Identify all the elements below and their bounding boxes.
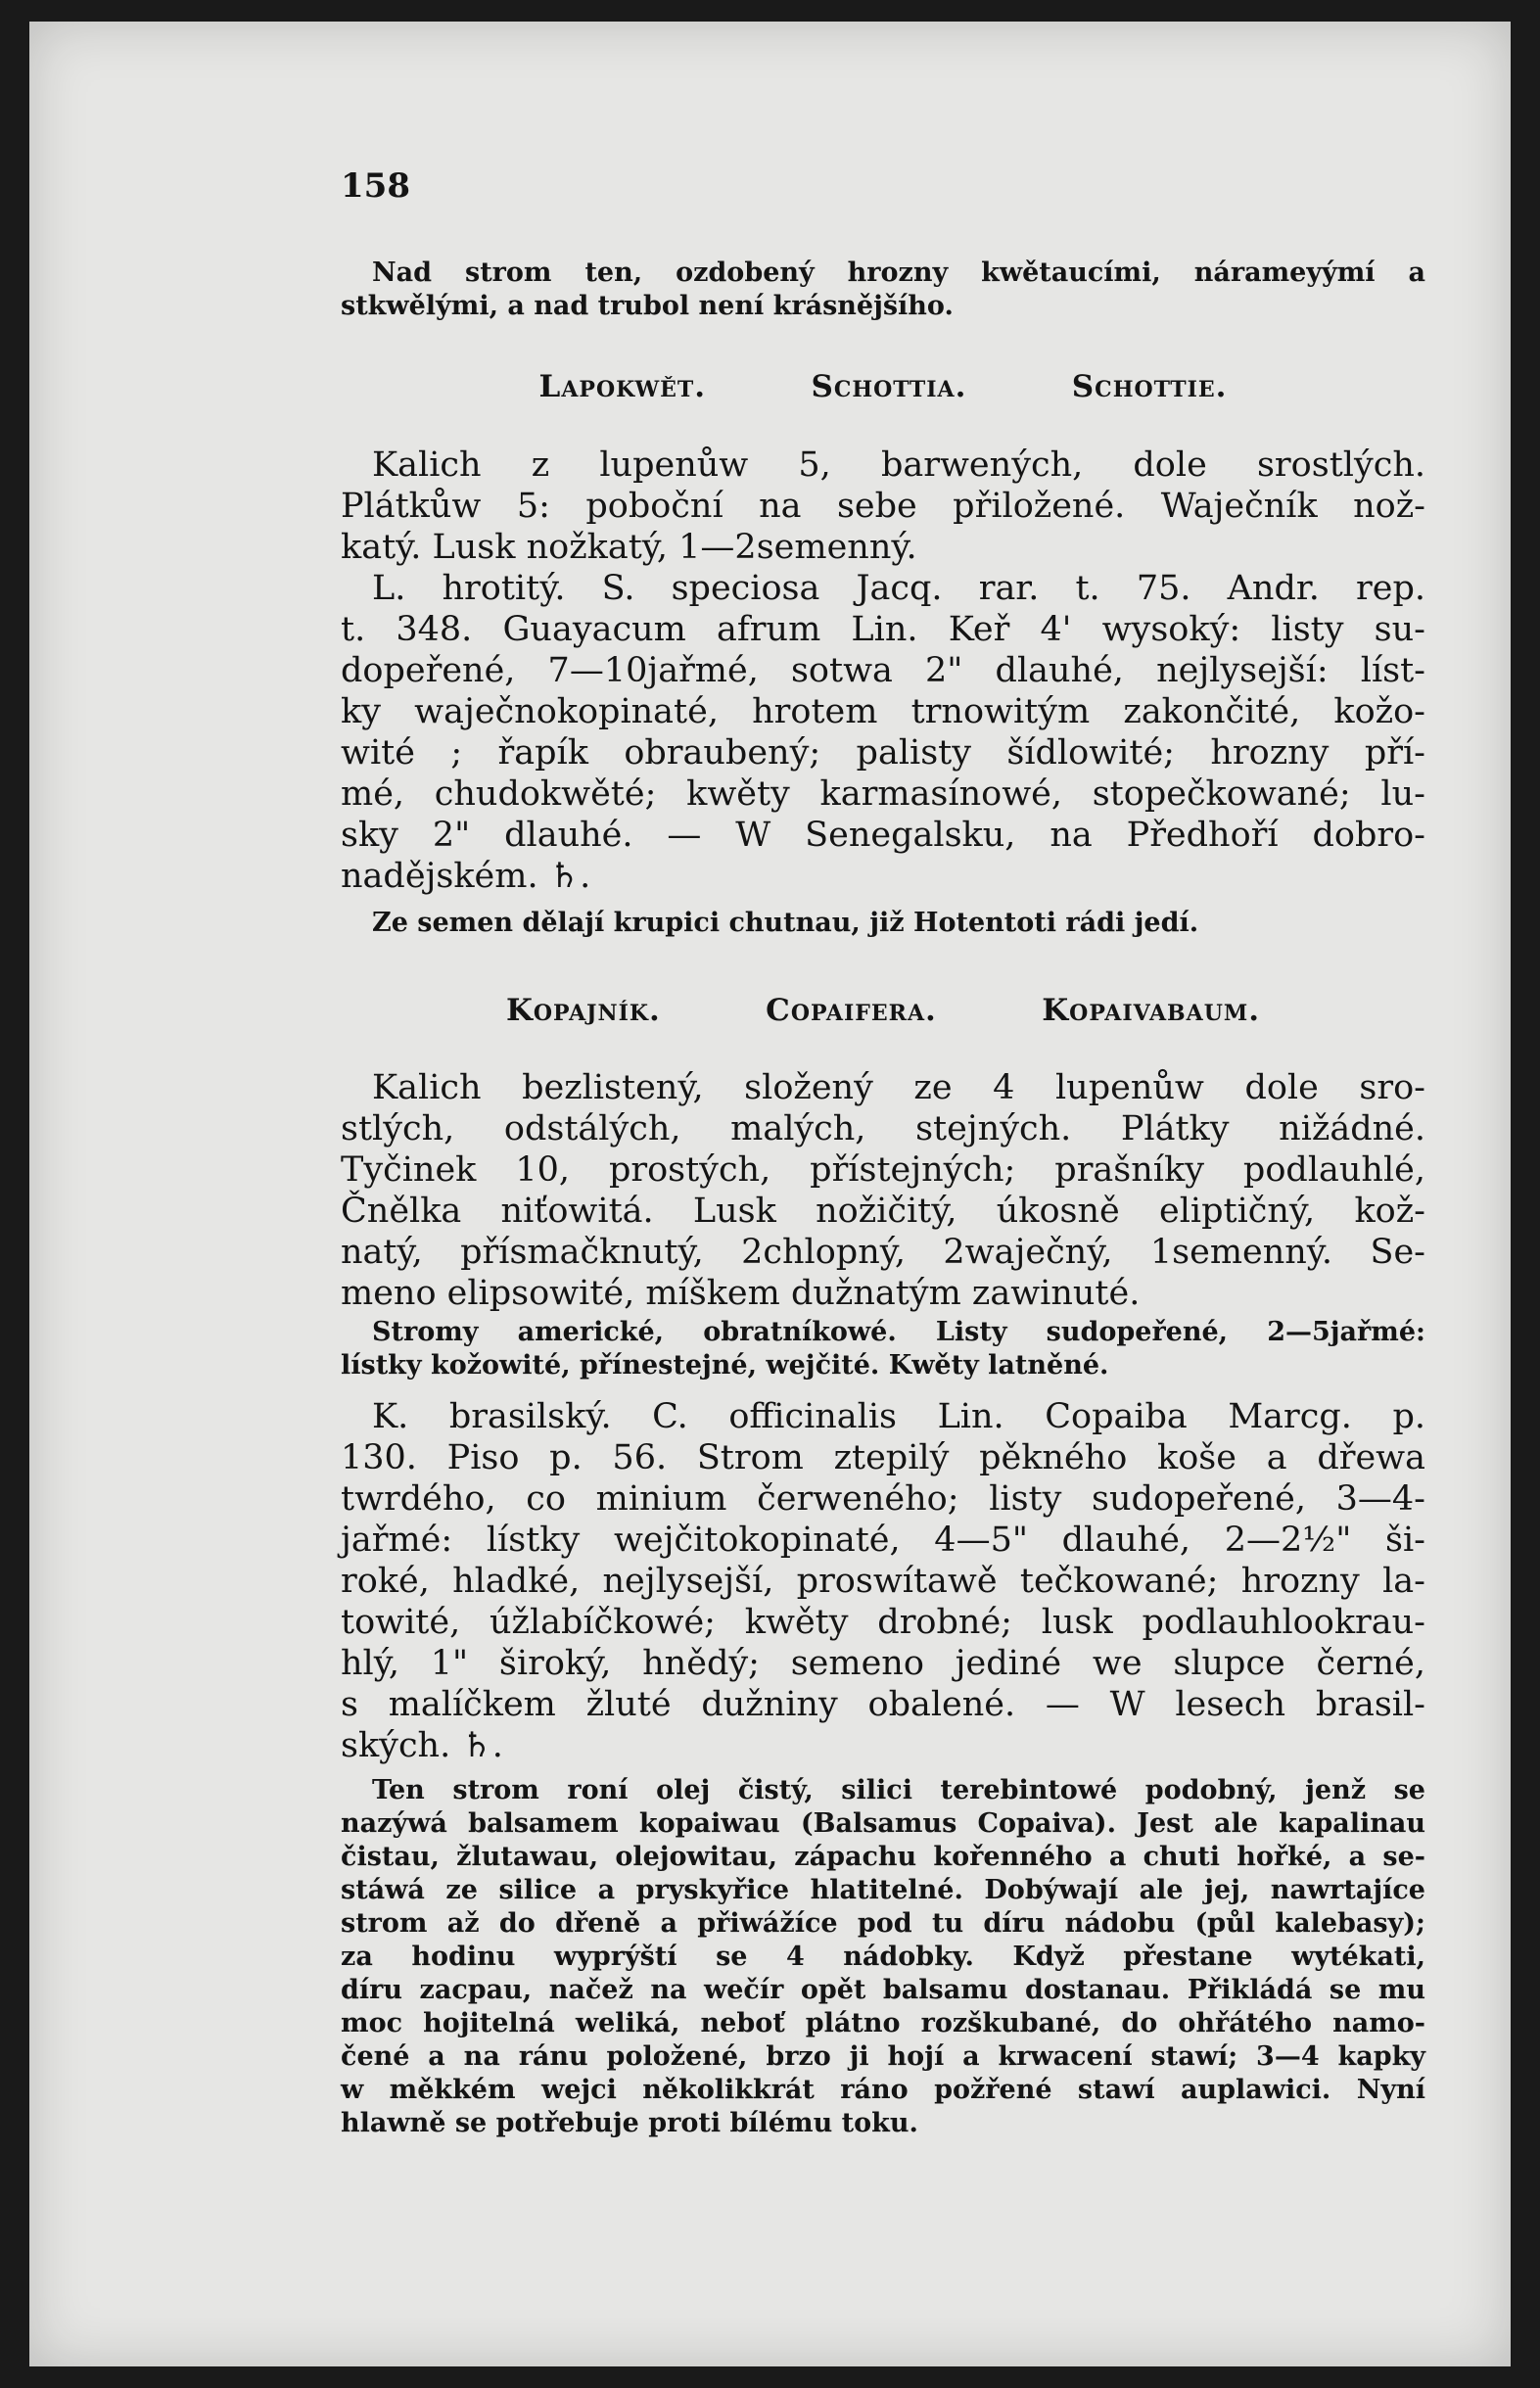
text-line: ských. ♄.: [341, 1726, 503, 1765]
copaifera-species-description: [341, 1396, 1425, 1766]
note-line: Ze semen dělají krupici chutnau, již Hotentoti rádi jedí.: [372, 908, 1199, 938]
intro-line: Nad strom ten, ozdobený hrozny kwětaucími, nárameyýmí a: [372, 258, 1425, 288]
text-line: jařmé: lístky wejčitokopinaté, 4—5" dlauhé, 2—2½" ši-: [341, 1521, 1425, 1560]
note-line: čené a na ránu položené, brzo ji hojí a krwacení stawí; 3—4 kapky: [341, 2041, 1425, 2072]
note-line: čistau, žlutawau, olejowitau, zápachu kořenného a chuti hořké, a se-: [341, 1842, 1425, 1872]
schottia-note: [341, 907, 1425, 940]
text-line: towité, úžlabíčkowé; kwěty drobné; lusk podlauhlookrau-: [341, 1603, 1425, 1642]
text-line: meno elipsowité, míškem dužnatým zawinuté.: [341, 1274, 1141, 1313]
text-line: Tyčinek 10, prostých, přístejných; prašníky podlauhlé,: [341, 1150, 1425, 1190]
note-line: moc hojitelná weliká, neboť plátno rozškubané, do ohřátého namo-: [341, 2008, 1425, 2038]
text-line: hlý, 1" široký, hnědý; semeno jediné we slupce černé,: [341, 1644, 1425, 1683]
note-line: w měkkém wejci několikkrát ráno požřené stawí auplawici. Nyní: [341, 2075, 1425, 2105]
note-line: Stromy americké, obratníkowé. Listy sudopeřené, 2—5jařmé:: [372, 1317, 1425, 1347]
note-line: lístky kožowité, přínestejné, wejčité. Kwěty latněné.: [341, 1350, 1109, 1381]
note-line: za hodinu wyprýští se 4 nádobky. Když přestane wytékati,: [341, 1942, 1425, 1972]
book-page: [29, 22, 1511, 2366]
copaifera-genus-note: [341, 1316, 1425, 1382]
text-line: nadějském. ♄.: [341, 857, 591, 896]
text-line: ky waječnokopinaté, hrotem trnowitým zakončité, kožo-: [341, 692, 1425, 731]
text-line: 130. Piso p. 56. Strom ztepilý pěkného koše a dřewa: [341, 1438, 1425, 1477]
text-line: dopeřené, 7—10jařmé, sotwa 2" dlauhé, nejlysejší: líst-: [341, 651, 1425, 690]
schottia-description: [341, 445, 1425, 897]
text-line: Kalich z lupenůw 5, barwených, dole srostlých.: [372, 445, 1425, 485]
note-line: hlawně se potřebuje proti bílému toku.: [341, 2108, 918, 2138]
note-line: Ten strom roní olej čistý, silici terebintowé podobný, jenž se: [372, 1775, 1425, 1805]
text-line: wité ; řapík obraubený; palisty šídlowité; hrozny pří-: [341, 733, 1425, 773]
text-line: Kalich bezlistený, složený ze 4 lupenůw dole sro-: [372, 1068, 1425, 1107]
note-line: strom až do dřeně a přiwážíce pod tu díru nádobu (půl kalebasy);: [341, 1908, 1425, 1939]
section-heading-schottia: Lapokwět. Schottia. Schottie.: [538, 369, 1228, 404]
text-line: roké, hladké, nejlysejší, proswítawě tečkowané; hrozny la-: [341, 1562, 1425, 1601]
text-line: mé, chudokwěté; kwěty karmasínowé, stopečkowané; lu-: [341, 774, 1425, 814]
copaifera-description: [341, 1067, 1425, 1314]
text-line: sky 2" dlauhé. — W Senegalsku, na Předhoří dobro-: [341, 816, 1425, 855]
page-number: 158: [341, 166, 410, 206]
text-line: stlých, odstálých, malých, stejných. Plátky nižádné.: [341, 1109, 1425, 1148]
text-line: natý, přísmačknutý, 2chlopný, 2waječný, 1semenný. Se-: [341, 1233, 1425, 1272]
text-line: katý. Lusk nožkatý, 1—2semenný.: [341, 528, 917, 567]
text-line: Plátkůw 5: poboční na sebe přiložené. Waječník nož-: [341, 487, 1425, 526]
copaiba-balsam-note: [341, 1774, 1425, 2140]
text-line: twrdého, co minium čerweného; listy sudopeřené, 3—4-: [341, 1479, 1425, 1519]
note-line: díru zacpau, načež na wečír opět balsamu dostanau. Přikládá se mu: [341, 1975, 1425, 2005]
text-line: t. 348. Guayacum afrum Lin. Keř 4' wysoký: listy su-: [341, 610, 1425, 649]
text-line: Čnělka niťowitá. Lusk nožičitý, úkosně eliptičný, kož-: [341, 1192, 1425, 1231]
note-line: nazýwá balsamem kopaiwau (Balsamus Copaiva). Jest ale kapalinau: [341, 1808, 1425, 1839]
note-line: stáwá ze silice a pryskyřice hlatitelné. Dobýwají ale jej, nawrtajíce: [341, 1875, 1425, 1905]
text-line: s malíčkem žluté dužniny obalené. — W lesech brasil-: [341, 1685, 1425, 1724]
intro-paragraph: [341, 257, 1425, 323]
text-line: L. hrotitý. S. speciosa Jacq. rar. t. 75. Andr. rep.: [372, 569, 1425, 608]
text-line: K. brasilský. C. officinalis Lin. Copaiba Marcg. p.: [372, 1397, 1425, 1436]
intro-line: stkwělými, a nad trubol není krásnějšího.: [341, 291, 954, 321]
section-heading-copaifera: Kopajník. Copaifera. Kopaivabaum.: [505, 993, 1261, 1028]
